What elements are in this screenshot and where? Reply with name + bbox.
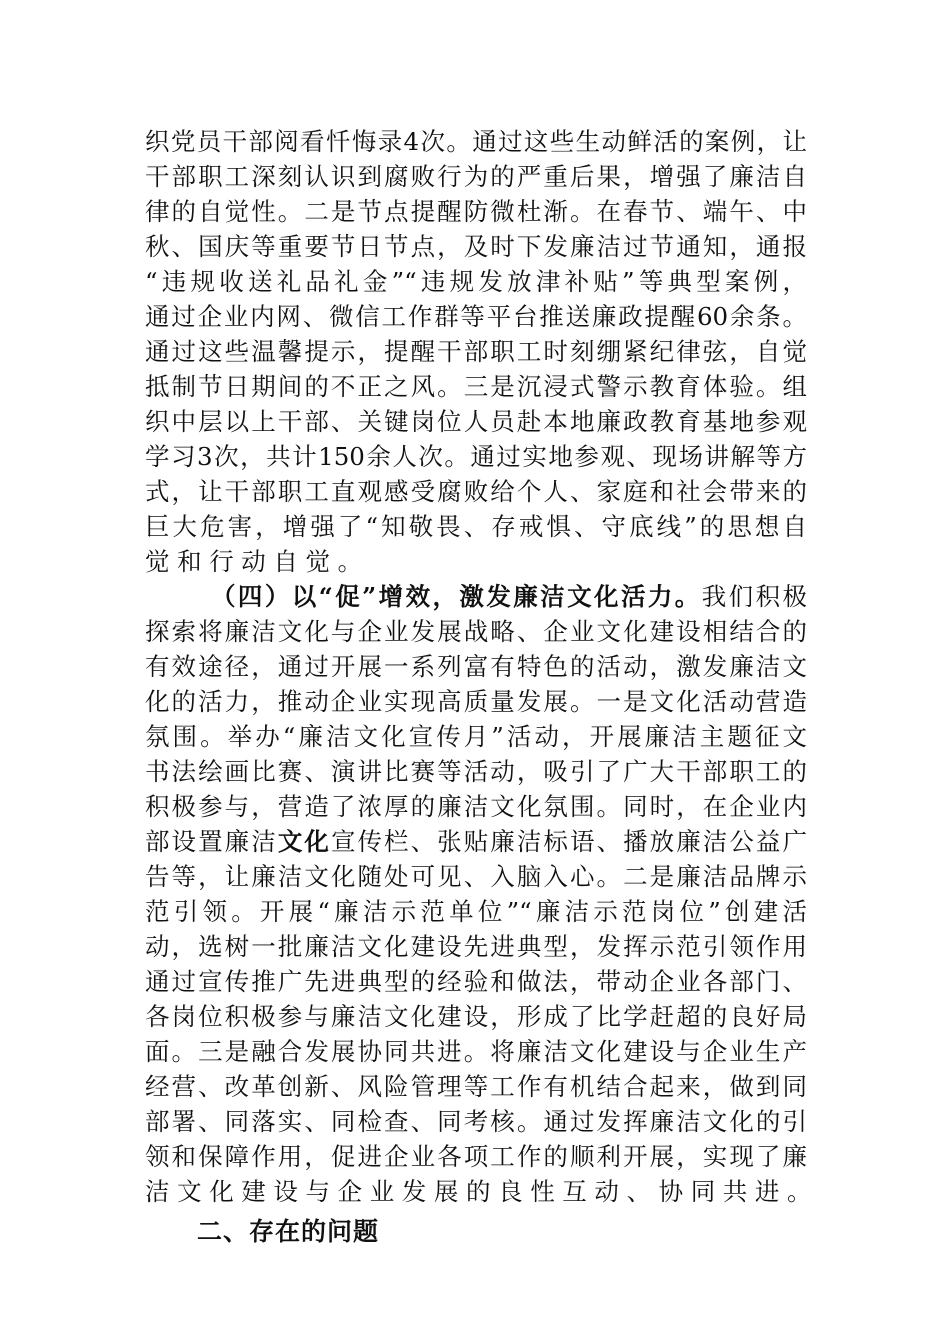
section-heading-problems: 二、存在的问题	[197, 1217, 380, 1246]
text-line: 有效途径，通过开展一系列富有特色的活动，激发廉洁文	[145, 652, 807, 681]
text-line: 式，让干部职工直观感受腐败给个人、家庭和社会带来的	[145, 477, 807, 506]
text-line: 律的自觉性。二是节点提醒防微杜渐。在春节、端午、中	[145, 197, 807, 226]
text-line: 干部职工深刻认识到腐败行为的严重后果，增强了廉洁自	[145, 162, 807, 191]
text-line: 书法绘画比赛、演讲比赛等活动，吸引了广大干部职工的	[145, 757, 807, 786]
text-segment: 部设置廉洁	[145, 827, 278, 856]
text-line: “违规收送礼品礼金”“违规发放津补贴”等典型案例，	[145, 267, 807, 296]
text-line: 经营、改革创新、风险管理等工作有机结合起来，做到同	[145, 1072, 807, 1101]
text-line: 部署、同落实、同检查、同考核。通过发挥廉洁文化的引	[145, 1107, 807, 1136]
text-line-with-bold	[145, 824, 807, 859]
text-line: 秋、国庆等重要节日节点，及时下发廉洁过节通知，通报	[145, 232, 807, 261]
text-line: 面。三是融合发展协同共进。将廉洁文化建设与企业生产	[145, 1037, 807, 1066]
text-line: 织党员干部阅看忏悔录4次。通过这些生动鲜活的案例，让	[145, 127, 807, 156]
text-line: 抵制节日期间的不正之风。三是沉浸式警示教育体验。组	[145, 372, 807, 401]
bold-text-segment: 文化	[277, 827, 331, 856]
paragraph-warning-education	[145, 124, 807, 579]
text-line-last: 洁文化建设与企业发展的良性互动、协同共进。	[145, 1177, 820, 1206]
text-line: 通过企业内网、微信工作群等平台推送廉政提醒60余条。	[145, 302, 807, 331]
text-line: 积极参与，营造了浓厚的廉洁文化氛围。同时，在企业内	[145, 792, 807, 821]
text-line: 范引领。开展“廉洁示范单位”“廉洁示范岗位”创建活	[145, 897, 807, 926]
text-line: 氛围。举办“廉洁文化宣传月”活动，开展廉洁主题征文	[145, 722, 807, 751]
section-4-paragraph	[145, 579, 820, 1209]
text-line: 学习3次，共计150余人次。通过实地参观、现场讲解等方	[145, 442, 807, 471]
section-4-intro: 我们积极	[701, 582, 808, 611]
text-line: 巨大危害，增强了“知敬畏、存戒惧、守底线”的思想自	[145, 512, 807, 541]
text-line: 告等，让廉洁文化随处可见、入脑入心。二是廉洁品牌示	[145, 862, 807, 891]
section-4-first-line	[145, 579, 807, 614]
text-line: 织中层以上干部、关键岗位人员赴本地廉政教育基地参观	[145, 407, 807, 436]
text-line: 探索将廉洁文化与企业发展战略、企业文化建设相结合的	[145, 617, 807, 646]
text-line-last: 觉和行动自觉。	[145, 547, 370, 576]
text-line: 通过这些温馨提示，提醒干部职工时刻绷紧纪律弦，自觉	[145, 337, 807, 366]
text-line: 化的活力，推动企业实现高质量发展。一是文化活动营造	[145, 687, 807, 716]
text-line: 动，选树一批廉洁文化建设先进典型，发挥示范引领作用	[145, 932, 807, 961]
section-4-title: （四）以“促”增效，激发廉洁文化活力。	[211, 582, 702, 611]
text-segment: 宣传栏、张贴廉洁标语、播放廉洁公益广	[330, 827, 807, 856]
text-line: 通过宣传推广先进典型的经验和做法，带动企业各部门、	[145, 967, 807, 996]
text-line: 领和保障作用，促进企业各项工作的顺利开展，实现了廉	[145, 1142, 807, 1171]
text-line: 各岗位积极参与廉洁文化建设，形成了比学赶超的良好局	[145, 1002, 807, 1031]
document-page	[145, 124, 820, 1253]
